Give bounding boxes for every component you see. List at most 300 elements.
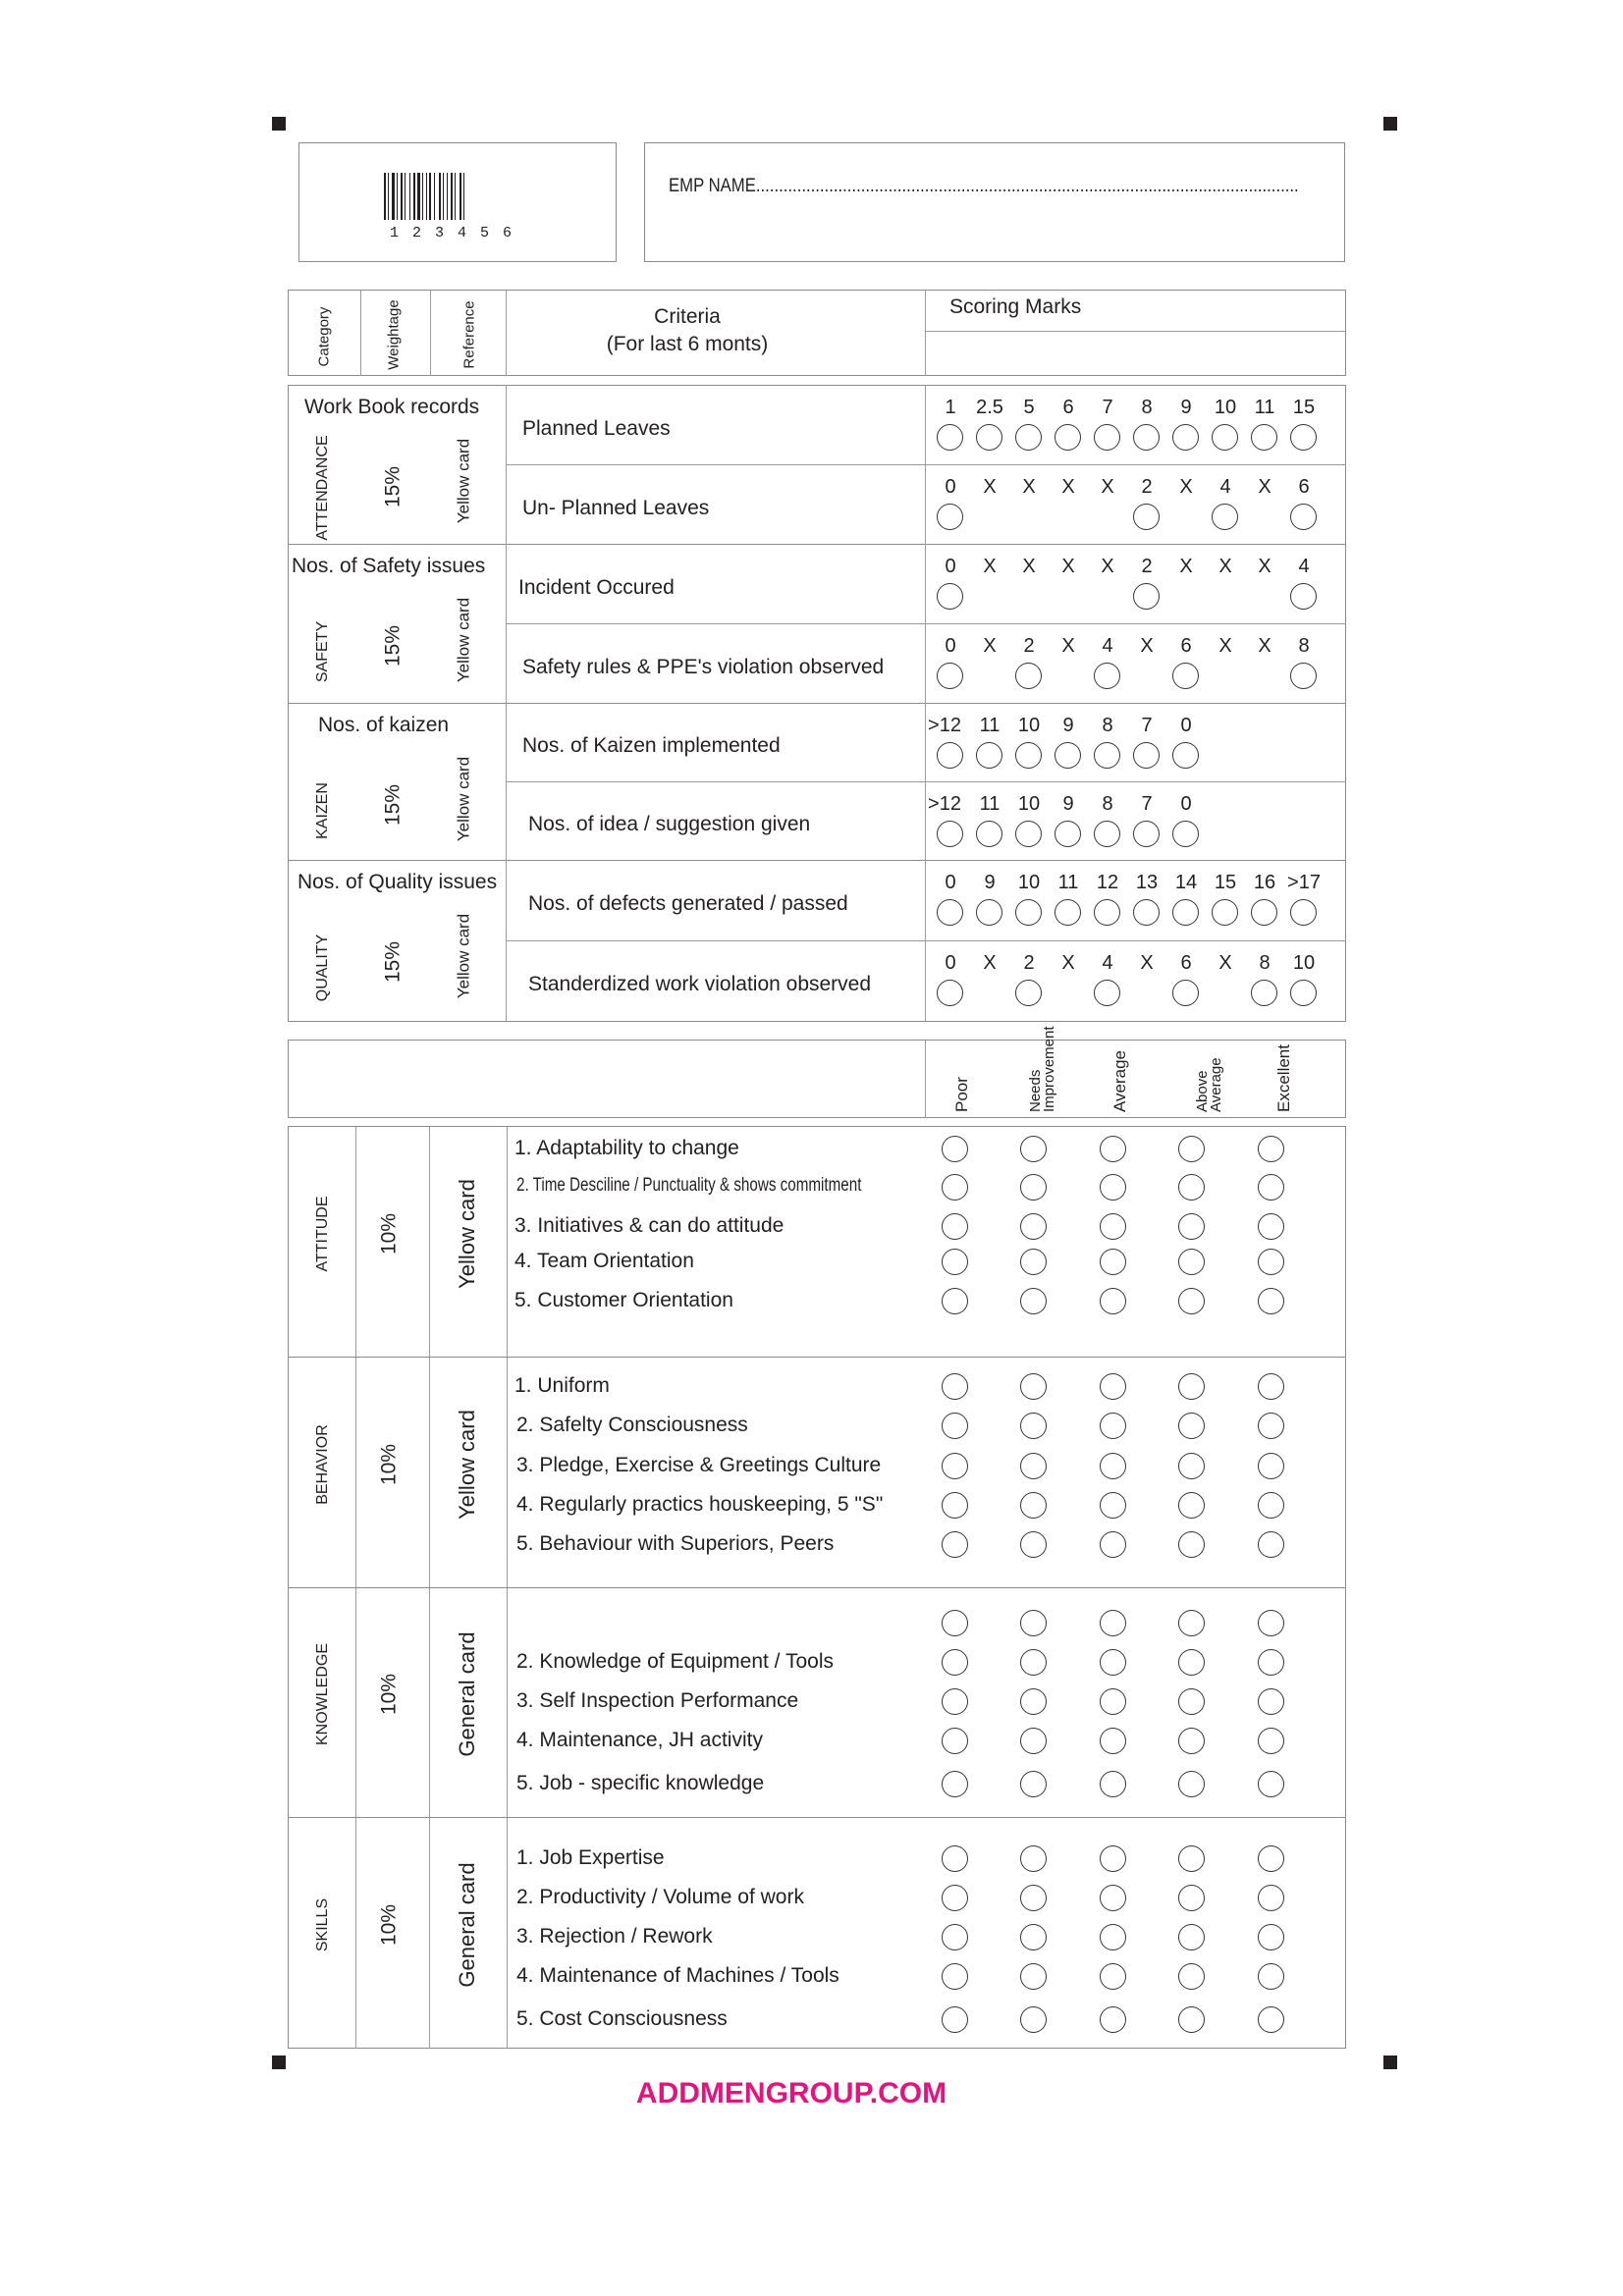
score-value: 8 (1102, 715, 1113, 736)
barcode-digit: 2 (412, 225, 422, 241)
rating-bubble[interactable] (1020, 1924, 1047, 1950)
score-bubble[interactable] (1094, 742, 1120, 769)
rating-bubble[interactable] (942, 1492, 968, 1519)
criteria-title: Criteria (654, 305, 721, 328)
barcode-bar (388, 173, 389, 220)
score-value: 16 (1253, 872, 1276, 893)
rating-bubble[interactable] (942, 2006, 968, 2033)
score-bubble[interactable] (1094, 663, 1120, 689)
barcode-digit: 5 (480, 225, 490, 241)
rating-reference: General card (455, 1631, 479, 1757)
rating-bubble[interactable] (1258, 2006, 1284, 2033)
rating-bubble[interactable] (942, 1531, 968, 1558)
barcode-bar (384, 173, 386, 220)
registration-mark-top-left (272, 117, 286, 131)
score-bubble[interactable] (1094, 899, 1120, 926)
barcode-bar (405, 173, 406, 220)
criterion-label: Nos. of Kaizen implemented (522, 734, 781, 757)
rating-bubble[interactable] (1178, 1728, 1205, 1754)
rating-bubble[interactable] (1178, 1492, 1205, 1519)
rating-bubble[interactable] (942, 1249, 968, 1275)
rating-weightage: 10% (377, 1673, 401, 1716)
rating-bubble[interactable] (942, 1136, 968, 1162)
rating-bubble[interactable] (1258, 1213, 1284, 1240)
score-bubble[interactable] (1172, 663, 1199, 689)
criterion-label: Planned Leaves (522, 416, 671, 440)
rating-bubble[interactable] (1258, 1174, 1284, 1201)
score-bubble[interactable] (1094, 424, 1120, 451)
score-value: 15 (1292, 397, 1316, 418)
score-value: X (1061, 952, 1075, 974)
score-value: X (1218, 556, 1232, 577)
score-value: 10 (1017, 872, 1041, 893)
section-reference: Yellow card (454, 756, 473, 842)
score-bubble[interactable] (1212, 424, 1238, 451)
score-value: 7 (1141, 715, 1153, 736)
section-reference: Yellow card (454, 438, 473, 524)
rating-bubble[interactable] (1178, 1249, 1205, 1275)
score-value: 4 (1102, 635, 1113, 657)
rating-bubble[interactable] (1178, 1885, 1205, 1911)
rating-bubble[interactable] (1020, 1649, 1047, 1676)
score-value: 6 (1298, 476, 1310, 498)
rating-bubble[interactable] (1100, 1728, 1126, 1754)
rating-item-text: 4. Maintenance of Machines / Tools (516, 1964, 839, 1987)
rating-bubble[interactable] (1178, 1373, 1205, 1400)
score-value: X (1061, 556, 1075, 577)
score-bubble[interactable] (937, 899, 963, 926)
score-value: X (1258, 476, 1271, 498)
rating-bubble[interactable] (1178, 1288, 1205, 1314)
rating-bubble[interactable] (1020, 1492, 1047, 1519)
score-bubble[interactable] (1212, 899, 1238, 926)
rating-bubble[interactable] (1020, 1728, 1047, 1754)
rating-item-text: 1. Uniform (514, 1374, 610, 1397)
rating-bubble[interactable] (942, 1373, 968, 1400)
score-value: 4 (1298, 556, 1310, 577)
score-value: 2 (1141, 556, 1153, 577)
rating-bubble[interactable] (1258, 1924, 1284, 1950)
rating-bubble[interactable] (1258, 1531, 1284, 1558)
scoring-marks-title: Scoring Marks (949, 295, 1082, 318)
registration-mark-top-right (1383, 117, 1397, 131)
rating-item-text: 3. Initiatives & can do attitude (514, 1214, 784, 1237)
rating-header (288, 1026, 1346, 1118)
section-category: KAIZEN (314, 782, 331, 839)
score-bubble[interactable] (1015, 742, 1042, 769)
criterion-label: Nos. of defects generated / passed (528, 892, 848, 915)
section-category: ATTENDANCE (314, 435, 331, 541)
score-bubble[interactable] (1290, 663, 1317, 689)
rating-bubble[interactable] (1100, 1288, 1126, 1314)
rating-bubble[interactable] (1258, 1771, 1284, 1797)
rating-weightage: 10% (377, 1212, 401, 1255)
score-value: X (983, 952, 997, 974)
rating-item-label (514, 1290, 733, 1310)
score-bubble[interactable] (1133, 742, 1160, 769)
rating-item-text: 5. Behaviour with Superiors, Peers (516, 1532, 835, 1555)
rating-category: BEHAVIOR (314, 1423, 331, 1505)
rating-bubble[interactable] (1020, 2006, 1047, 2033)
emp-name-box (644, 142, 1345, 262)
rating-item-label (516, 1415, 748, 1435)
rating-bubble[interactable] (1100, 1531, 1126, 1558)
score-bubble[interactable] (976, 899, 1002, 926)
criterion-label: Standerdized work violation observed (528, 973, 872, 995)
score-value: 9 (1180, 397, 1192, 418)
rating-item-label (516, 1494, 883, 1515)
rating-bubble[interactable] (1258, 1492, 1284, 1519)
rating-bubble[interactable] (942, 1963, 968, 1990)
rating-bubble[interactable] (942, 1885, 968, 1911)
rating-bubble[interactable] (1178, 1771, 1205, 1797)
rating-bubble[interactable] (1100, 1649, 1126, 1676)
score-bubble[interactable] (937, 424, 963, 451)
rating-scale-text: Average (1110, 1049, 1129, 1112)
score-bubble[interactable] (1290, 899, 1317, 926)
rating-bubble[interactable] (1258, 1249, 1284, 1275)
rating-bubble[interactable] (1178, 1213, 1205, 1240)
rating-bubble[interactable] (1178, 1649, 1205, 1676)
score-value: X (1179, 476, 1193, 498)
rating-bubble[interactable] (1178, 1845, 1205, 1872)
score-bubble[interactable] (937, 663, 963, 689)
score-value: 7 (1102, 397, 1113, 418)
header-weightage: Weightage (385, 299, 403, 370)
score-bubble[interactable] (1133, 424, 1160, 451)
score-value: 10 (1214, 397, 1237, 418)
rating-bubble[interactable] (1020, 1845, 1047, 1872)
rating-bubble[interactable] (1258, 1136, 1284, 1162)
footer-brand: ADDMENGROUP.COM (635, 2077, 947, 2109)
rating-bubble[interactable] (1178, 1610, 1205, 1636)
score-bubble[interactable] (1251, 980, 1277, 1006)
score-value: 1 (945, 397, 956, 418)
score-value: 2.5 (976, 397, 1003, 418)
score-value: X (1022, 476, 1036, 498)
score-bubble[interactable] (1290, 504, 1317, 530)
score-value: X (1140, 952, 1154, 974)
score-value: 10 (1017, 715, 1041, 736)
barcode-bar (451, 173, 453, 220)
rating-bubble[interactable] (1258, 1649, 1284, 1676)
rating-bubble[interactable] (1258, 1610, 1284, 1636)
score-bubble[interactable] (1172, 980, 1199, 1006)
rating-bubble[interactable] (1020, 1531, 1047, 1558)
score-value: 0 (945, 556, 956, 577)
score-bubble[interactable] (1290, 583, 1317, 610)
rating-bubble[interactable] (942, 1453, 968, 1479)
score-bubble[interactable] (1055, 899, 1081, 926)
rating-bubble[interactable] (1020, 1136, 1047, 1162)
score-bubble[interactable] (1251, 899, 1277, 926)
score-bubble[interactable] (1172, 424, 1199, 451)
barcode-bar (417, 173, 420, 220)
section-category: QUALITY (314, 934, 331, 1002)
score-value: 4 (1102, 952, 1113, 974)
score-value: 11 (979, 793, 1001, 815)
rating-weightage: 10% (377, 1903, 401, 1947)
score-bubble[interactable] (937, 583, 963, 610)
rating-bubble[interactable] (1178, 1924, 1205, 1950)
score-bubble[interactable] (1251, 424, 1277, 451)
section-weightage: 15% (381, 624, 405, 667)
rating-bubble[interactable] (942, 1610, 968, 1636)
rating-bubble[interactable] (942, 1288, 968, 1314)
score-bubble[interactable] (1055, 821, 1081, 847)
score-bubble[interactable] (1133, 899, 1160, 926)
rating-bubble[interactable] (1258, 1728, 1284, 1754)
rating-bubble[interactable] (1020, 1174, 1047, 1201)
rating-bubble[interactable] (1100, 1213, 1126, 1240)
rating-bubble[interactable] (1020, 1453, 1047, 1479)
rating-item-label (516, 1965, 839, 1986)
rating-bubble[interactable] (1258, 1688, 1284, 1715)
section-title: Work Book records (304, 396, 480, 418)
rating-bubble[interactable] (1100, 1136, 1126, 1162)
rating-bubble[interactable] (1178, 1531, 1205, 1558)
rating-bubble[interactable] (1100, 1610, 1126, 1636)
barcode-digit: 6 (503, 225, 513, 241)
rating-reference: General card (455, 1862, 479, 1988)
rating-bubble[interactable] (1258, 1885, 1284, 1911)
rating-item-text: 1. Adaptability to change (514, 1137, 739, 1159)
rating-bubble[interactable] (942, 1771, 968, 1797)
section-weightage: 15% (381, 465, 405, 508)
rating-item-text: 3. Rejection / Rework (516, 1925, 713, 1948)
score-value: X (1218, 635, 1232, 657)
score-value: 10 (1292, 952, 1316, 974)
score-value: 9 (984, 872, 996, 893)
rating-bubble[interactable] (1020, 1249, 1047, 1275)
barcode-bar (434, 173, 435, 220)
score-bubble[interactable] (1094, 980, 1120, 1006)
barcode-bar (443, 173, 444, 220)
rating-bubble[interactable] (1100, 1413, 1126, 1439)
score-value: >12 (928, 793, 961, 815)
score-bubble[interactable] (976, 742, 1002, 769)
rating-bubble[interactable] (1020, 1963, 1047, 1990)
rating-reference: Yellow card (455, 1409, 479, 1520)
rating-bubble[interactable] (942, 1845, 968, 1872)
score-value: X (1140, 635, 1154, 657)
rating-bubble[interactable] (1100, 1453, 1126, 1479)
rating-bubble[interactable] (1100, 1885, 1126, 1911)
score-bubble[interactable] (937, 980, 963, 1006)
rating-bubble[interactable] (942, 1413, 968, 1439)
score-bubble[interactable] (976, 424, 1002, 451)
rating-bubble[interactable] (942, 1649, 968, 1676)
rating-item-text: 2. Time Desciline / Punctuality & shows commitment (516, 1175, 862, 1196)
rating-bubble[interactable] (1100, 1373, 1126, 1400)
barcode-digit: 4 (458, 225, 467, 241)
score-bubble[interactable] (1055, 742, 1081, 769)
rating-scale-label (1027, 1026, 1057, 1112)
score-bubble[interactable] (1133, 583, 1160, 610)
rating-item-text: 4. Maintenance, JH activity (516, 1729, 763, 1751)
criterion-label: Un- Planned Leaves (522, 496, 710, 519)
rating-item-text: 1. Job Expertise (516, 1846, 665, 1869)
rating-bubble[interactable] (1020, 1413, 1047, 1439)
criterion-label: Safety rules & PPE's violation observed (522, 655, 885, 678)
score-value: X (983, 635, 997, 657)
emp-name-field[interactable] (669, 177, 1384, 195)
rating-bubble[interactable] (1178, 1413, 1205, 1439)
rating-bubble[interactable] (1100, 1174, 1126, 1201)
rating-bubble[interactable] (1178, 1963, 1205, 1990)
rating-bubble[interactable] (1258, 1288, 1284, 1314)
rating-bubble[interactable] (942, 1924, 968, 1950)
emp-name-label: EMP NAME....................................................................................................................... (669, 176, 1299, 196)
score-value: 9 (1062, 715, 1074, 736)
score-bubble[interactable] (1133, 821, 1160, 847)
barcode-bar (455, 173, 456, 220)
score-value: 0 (945, 476, 956, 498)
rating-bubble[interactable] (1020, 1688, 1047, 1715)
score-value: X (1258, 635, 1271, 657)
rating-bubble[interactable] (1020, 1373, 1047, 1400)
score-bubble[interactable] (1015, 980, 1042, 1006)
rating-item-text: 4. Team Orientation (514, 1250, 694, 1272)
barcode-bar (397, 173, 398, 220)
score-bubble[interactable] (1094, 821, 1120, 847)
rating-item-label (516, 1176, 947, 1195)
score-bubble[interactable] (1290, 424, 1317, 451)
score-bubble[interactable] (937, 742, 963, 769)
rating-bubble[interactable] (1258, 1453, 1284, 1479)
rating-item-label (516, 2008, 728, 2029)
rating-bubble[interactable] (942, 1728, 968, 1754)
barcode-bar (447, 173, 448, 220)
section-weightage: 15% (381, 783, 405, 827)
score-bubble[interactable] (1172, 742, 1199, 769)
rating-bubble[interactable] (942, 1213, 968, 1240)
rating-bubble[interactable] (1020, 1213, 1047, 1240)
rating-bubble[interactable] (1258, 1373, 1284, 1400)
rating-bubble[interactable] (1020, 1771, 1047, 1797)
score-bubble[interactable] (1015, 821, 1042, 847)
rating-item-label (516, 1730, 763, 1750)
score-bubble[interactable] (1172, 821, 1199, 847)
section-category: SAFETY (314, 620, 331, 683)
rating-bubble[interactable] (1020, 1288, 1047, 1314)
rating-bubble[interactable] (1100, 1924, 1126, 1950)
rating-item-text: 5. Cost Consciousness (516, 2007, 728, 2030)
score-value: 11 (979, 715, 1001, 736)
rating-bubble[interactable] (1258, 1963, 1284, 1990)
section-title: Nos. of Quality issues (298, 871, 498, 893)
score-bubble[interactable] (1015, 424, 1042, 451)
registration-mark-bottom-left (272, 2056, 286, 2069)
rating-bubble[interactable] (942, 1174, 968, 1201)
score-value: 14 (1174, 872, 1198, 893)
rating-scale-text: Excellent (1274, 1044, 1293, 1112)
score-value: >12 (928, 715, 961, 736)
rating-bubble[interactable] (1178, 1453, 1205, 1479)
rating-bubble[interactable] (1100, 1771, 1126, 1797)
criteria-header (288, 290, 1346, 376)
rating-bubble[interactable] (1100, 1688, 1126, 1715)
section-title: Nos. of kaizen (318, 714, 450, 736)
barcode-bar (401, 173, 403, 220)
rating-bubble[interactable] (1020, 1610, 1047, 1636)
rating-bubble[interactable] (1258, 1413, 1284, 1439)
barcode-bar (439, 173, 441, 220)
rating-item-label (516, 1887, 804, 1907)
rating-bubble[interactable] (1100, 1492, 1126, 1519)
score-bubble[interactable] (976, 821, 1002, 847)
rating-item-label (516, 1651, 834, 1672)
rating-bubble[interactable] (942, 1688, 968, 1715)
score-value: 10 (1017, 793, 1041, 815)
score-value: X (1061, 476, 1075, 498)
rating-item-text: 2. Productivity / Volume of work (516, 1886, 804, 1908)
rating-item-text: 3. Pledge, Exercise & Greetings Culture (516, 1454, 882, 1476)
score-value: 0 (1180, 715, 1192, 736)
score-bubble[interactable] (1172, 899, 1199, 926)
rating-bubble[interactable] (1178, 1136, 1205, 1162)
rating-bubble[interactable] (1100, 1963, 1126, 1990)
score-value: 2 (1023, 952, 1035, 974)
score-value: X (1101, 556, 1114, 577)
score-bubble[interactable] (1055, 424, 1081, 451)
score-bubble[interactable] (1290, 980, 1317, 1006)
rating-bubble[interactable] (1178, 1174, 1205, 1201)
score-value: X (1061, 635, 1075, 657)
score-value: 11 (1057, 872, 1079, 893)
score-value: 2 (1023, 635, 1035, 657)
rating-bubble[interactable] (1100, 1249, 1126, 1275)
rating-item-label (514, 1251, 694, 1271)
header-reference: Reference (460, 300, 478, 369)
rating-scale-label (1112, 1050, 1127, 1112)
rating-weightage: 10% (377, 1443, 401, 1485)
rating-item-label (514, 1215, 784, 1236)
rating-bubble[interactable] (1258, 1845, 1284, 1872)
score-value: X (1022, 556, 1036, 577)
rating-bubble[interactable] (1100, 1845, 1126, 1872)
score-value: 2 (1141, 476, 1153, 498)
header-category: Category (315, 306, 333, 367)
section-reference: Yellow card (454, 597, 473, 683)
score-value: X (1218, 952, 1232, 974)
rating-item-label (516, 1533, 834, 1554)
barcode (384, 173, 527, 220)
rating-category: ATTITUDE (314, 1196, 331, 1272)
score-value: 9 (1062, 793, 1074, 815)
score-value: X (1101, 476, 1114, 498)
registration-mark-bottom-right (1383, 2056, 1397, 2069)
rating-bubble[interactable] (1178, 1688, 1205, 1715)
rating-item-label (516, 1926, 713, 1947)
rating-scale-text: Above Average (1194, 1057, 1224, 1112)
rating-bubble[interactable] (1178, 2006, 1205, 2033)
score-bubble[interactable] (1133, 504, 1160, 530)
score-value: 6 (1062, 397, 1074, 418)
score-bubble[interactable] (1015, 899, 1042, 926)
section-reference: Yellow card (454, 913, 473, 999)
score-bubble[interactable] (937, 821, 963, 847)
score-bubble[interactable] (937, 504, 963, 530)
score-bubble[interactable] (1212, 504, 1238, 530)
rating-scale-label (1196, 1041, 1222, 1112)
rating-item-text: 3. Self Inspection Performance (516, 1689, 799, 1712)
criterion-label: Incident Occured (518, 575, 675, 599)
rating-bubble[interactable] (1020, 1885, 1047, 1911)
score-bubble[interactable] (1015, 663, 1042, 689)
rating-bubble[interactable] (1100, 2006, 1126, 2033)
score-value: 5 (1023, 397, 1035, 418)
